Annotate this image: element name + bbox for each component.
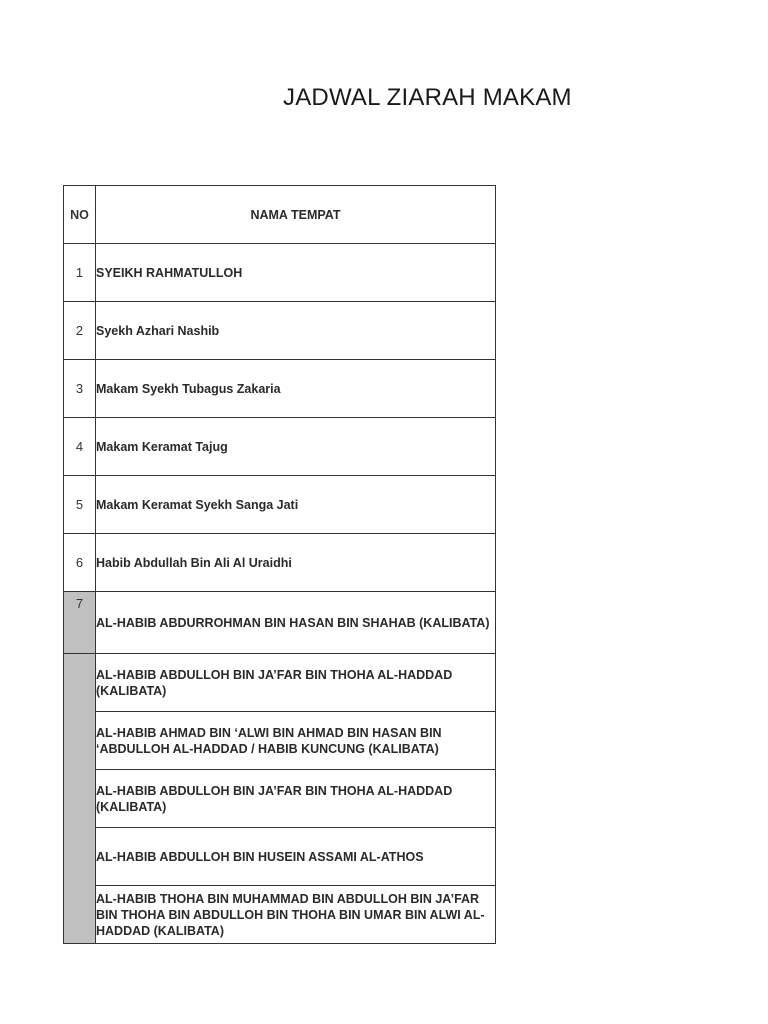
title-clip [0,80,572,120]
table-row [64,886,496,944]
table-row [64,770,496,828]
group-number-filler [64,712,96,770]
group-number: 7 [64,592,96,654]
place-name: AL-HABIB ABDULLOH BIN HUSEIN ASSAMI AL-ATHOS [96,828,496,886]
place-name: Habib Abdullah Bin Ali Al Uraidhi [96,534,496,592]
place-name: AL-HABIB ABDURROHMAN BIN HASAN BIN SHAHAB (KALIBATA) [96,592,496,654]
table-row [64,654,496,712]
group-number-filler [64,770,96,828]
row-number: 5 [64,476,96,534]
table-row [64,828,496,886]
place-name: Makam Syekh Tubagus Zakaria [96,360,496,418]
table-row [64,244,496,302]
place-name: AL-HABIB AHMAD BIN ‘ALWI BIN AHMAD BIN HASAN BIN ‘ABDULLOH AL-HADDAD / HABIB KUNCUNG (KALIBATA) [96,712,496,770]
header-name: NAMA TEMPAT [96,186,496,244]
row-number: 4 [64,418,96,476]
place-name: AL-HABIB ABDULLOH BIN JA’FAR BIN THOHA AL-HADDAD (KALIBATA) [96,654,496,712]
place-name: Makam Keramat Tajug [96,418,496,476]
group-number-filler [64,886,96,944]
schedule-table [63,185,496,944]
group-number-filler [64,654,96,712]
place-name: SYEIKH RAHMATULLOH [96,244,496,302]
place-name: Makam Keramat Syekh Sanga Jati [96,476,496,534]
table-row [64,534,496,592]
row-number: 2 [64,302,96,360]
place-name: Syekh Azhari Nashib [96,302,496,360]
table-row [64,302,496,360]
table-row [64,592,496,654]
row-number: 6 [64,534,96,592]
group-number-filler [64,828,96,886]
table-row [64,476,496,534]
table-row [64,712,496,770]
row-number: 3 [64,360,96,418]
header-row [64,186,496,244]
row-number: 1 [64,244,96,302]
header-no: NO [64,186,96,244]
place-name: AL-HABIB THOHA BIN MUHAMMAD BIN ABDULLOH BIN JA’FAR BIN THOHA BIN ABDULLOH BIN THOHA BIN UMAR BIN ALWI AL-HADDAD (KALIBATA) [96,886,496,944]
place-name: AL-HABIB ABDULLOH BIN JA’FAR BIN THOHA AL-HADDAD (KALIBATA) [96,770,496,828]
table-row [64,360,496,418]
page-title: JADWAL ZIARAH MAKAM [283,84,572,111]
table-row [64,418,496,476]
